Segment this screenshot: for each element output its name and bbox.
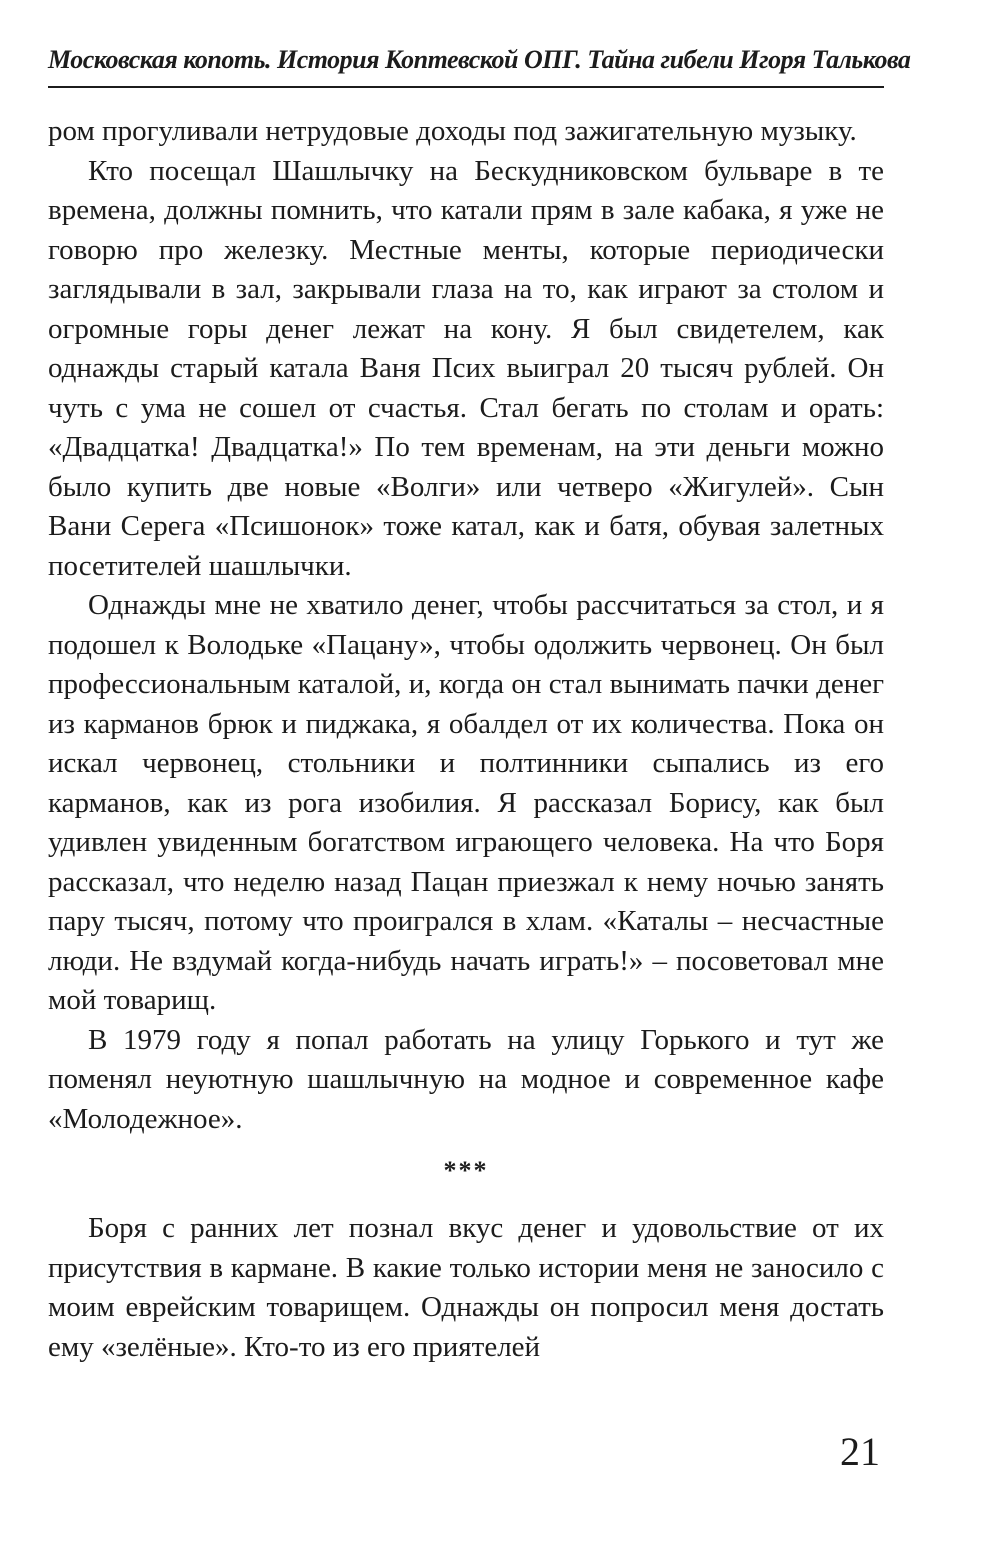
paragraph: Кто посещал Шашлычку на Бескудниковском бульваре в те времена, должны помнить, что катали прям в зале кабака, я уже не говорю про железку. Местные менты, которые периодически заглядывали в зал, закрывали глаза на то, как играют за столом и огромные горы денег лежат на кону. Я был свидетелем, как однажды старый катала Ваня Псих выиграл 20 тысяч рублей. Он чуть с ума не сошел от счастья. Стал бегать по столам и орать: «Двадцатка! Двадцатка!» По тем временам, на эти деньги можно было купить две новые «Волги» или четверо «Жигулей». Сын Вани Серега «Псишонок» тоже катал, как и батя, обувая залетных посетителей шашлычки.	[48, 154, 884, 582]
paragraph-continued: ром прогуливали нетрудовые доходы под зажигательную музыку.	[48, 115, 857, 147]
paragraph: В 1979 году я попал работать на улицу Горького и тут же поменял неуютную шашлычную на модное и современное кафе «Молодежное».	[48, 1023, 884, 1135]
running-head: Московская копоть. История Коптевской ОПГ. Тайна гибели Игоря Талькова	[48, 40, 884, 88]
paragraph: Боря с ранних лет познал вкус денег и удовольствие от их присутствия в кармане. В какие только истории меня не заносило с моим еврейским товарищем. Однажды он попросил меня достать ему «зелёные». Кто-то из его приятелей	[48, 1212, 884, 1363]
body-text	[48, 112, 884, 1367]
section-separator: ***	[443, 1156, 489, 1185]
book-page	[48, 40, 911, 1367]
page-number: 21	[840, 1429, 880, 1474]
paragraph: Однажды мне не хватило денег, чтобы рассчитаться за стол, и я подошел к Володьке «Пацану», чтобы одолжить червонец. Он был профессиональным каталой, и, когда он стал вынимать пачки денег из карманов брюк и пиджака, я обалдел от их количества. Пока он искал червонец, стольники и полтинники сыпались из его карманов, как из рога изобилия. Я рассказал Борису, как был удивлен увиденным богатством играющего человека. На что Боря рассказал, что неделю назад Пацан приезжал к нему ночью занять пару тысяч, потому что проигрался в хлам. «Каталы – несчастные люди. Не вздумай когда-нибудь начать играть!» – посоветовал мне мой товарищ.	[48, 589, 884, 1016]
